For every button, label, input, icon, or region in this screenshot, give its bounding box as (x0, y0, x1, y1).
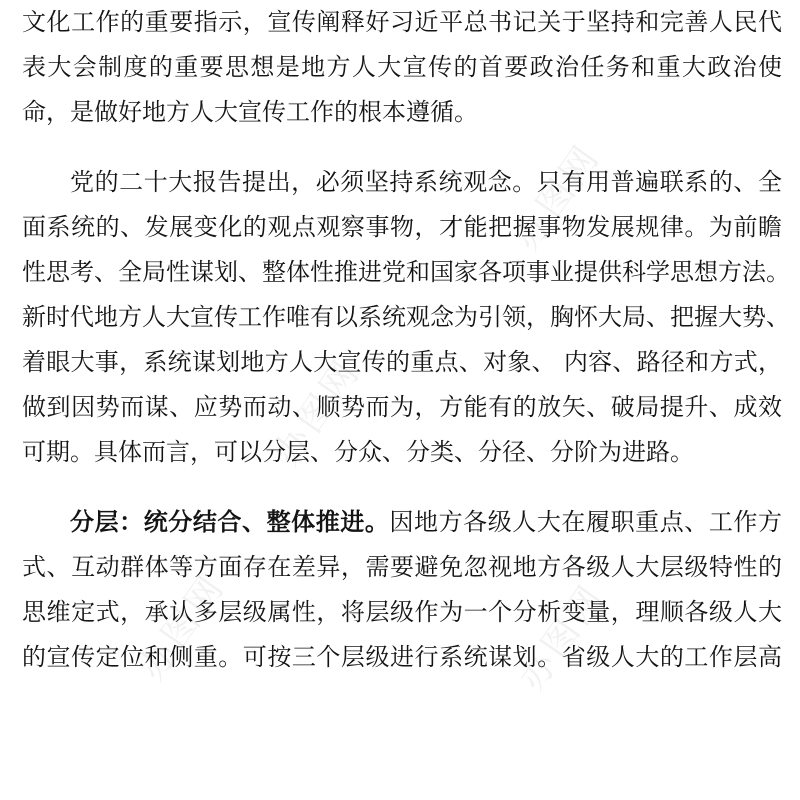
paragraph-2 (22, 160, 790, 475)
text-line: 新时代地方人大宣传工作唯有以系统观念为引领，胸怀大局、把握大势、 (22, 303, 790, 331)
text-line: 式、互动群体等方面存在差异，需要避免忽视地方各级人大层级特性的 (22, 553, 782, 581)
text-line: 面系统的、发展变化的观点观察事物，才能把握事物发展规律。为前瞻 (22, 213, 782, 241)
section-heading: 分层：统分结合、整体推进。 (70, 508, 390, 536)
text-line: 做到因势而谋、应势而动、顺势而为，方能有的放矢、破局提升、成效 (22, 393, 782, 421)
watermark-1: 办图网 (506, 136, 609, 259)
paragraph-3 (22, 500, 782, 680)
watermark-2: 办图网 (266, 351, 369, 474)
text-line: 表大会制度的重要思想是地方人大宣传的首要政治任务和重大政治使 (22, 53, 782, 81)
text-line: 可期。具体而言，可以分层、分众、分类、分径、分阶为进路。 (22, 438, 694, 466)
paragraph-1 (22, 0, 782, 135)
text-line: 着眼大事，系统谋划地方人大宣传的重点、对象、 内容、路径和方式， (22, 348, 782, 376)
text-line: 命，是做好地方人大宣传工作的根本遵循。 (22, 98, 478, 126)
text-segment: 因地方各级人大在履职重点、工作方 (389, 508, 783, 536)
watermark-3: 办图网 (511, 576, 614, 699)
text-line: 思维定式，承认多层级属性，将层级作为一个分析变量，理顺各级人大 (22, 598, 782, 626)
text-line: 党的二十大报告提出，必须坚持系统观念。只有用普遍联系的、全 (70, 168, 782, 196)
text-line: 性思考、全局性谋划、整体性推进党和国家各项事业提供科学思想方法。 (22, 258, 790, 286)
text-line: 文化工作的重要指示，宣传阐释好习近平总书记关于坚持和完善人民代 (22, 8, 782, 36)
text-line: 的宣传定位和侧重。可按三个层级进行系统谋划。省级人大的工作层高 (22, 643, 782, 671)
text-line-with-heading (22, 500, 782, 545)
watermark-4: 办图网 (131, 566, 234, 689)
body-text (22, 0, 790, 680)
